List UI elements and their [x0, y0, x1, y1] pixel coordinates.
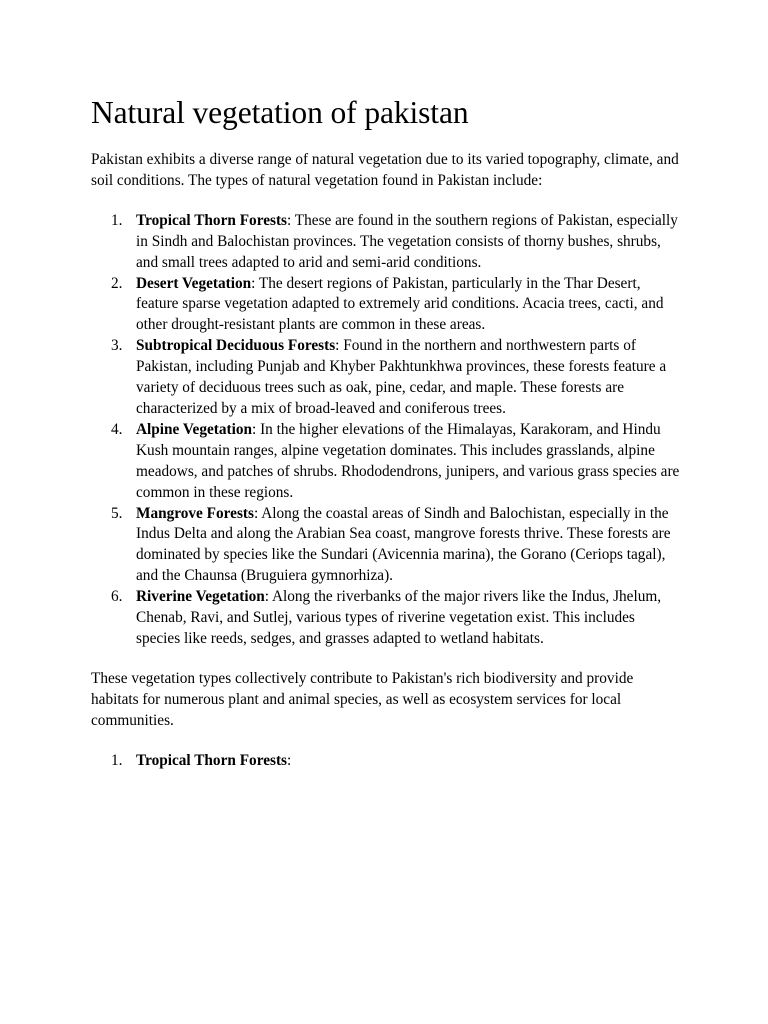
list-item-text: : [287, 751, 292, 769]
list-number: 1. [111, 211, 123, 229]
document-page [91, 94, 681, 771]
list-item-term: Tropical Thorn Forests [136, 751, 287, 769]
list-item [91, 587, 681, 650]
list-number: 4. [111, 420, 123, 438]
list-number: 1. [111, 751, 123, 769]
list-item [91, 751, 681, 772]
list-number: 3. [111, 337, 123, 355]
vegetation-types-list [91, 211, 681, 650]
list-item-term: Desert Vegetation [136, 274, 252, 292]
list-item-term: Mangrove Forests [136, 504, 254, 522]
list-item-term: Alpine Vegetation [136, 420, 253, 438]
list-item-term: Subtropical Deciduous Forests [136, 337, 336, 355]
list-item-text: : Along the riverbanks of the major rivers like the Indus, Jhelum, Chenab, Ravi, and Sutlej, various types of riverine vegetation exist. This includes species like reeds, sedges, and grasses adapted to wetland habitats. [136, 588, 662, 647]
list-item [91, 420, 681, 504]
document-title: Natural vegetation of pakistan [91, 95, 469, 130]
closing-paragraph: These vegetation types collectively contribute to Pakistan's rich biodiversity and provide habitats for numerous plant and animal species, as well as ecosystem services for local communities. [91, 669, 634, 729]
list-item-term: Tropical Thorn Forests [136, 211, 287, 229]
list-item-text: : Found in the northern and northwestern parts of Pakistan, including Punjab and Khyber Pakhtunkhwa provinces, these forests feature a variety of deciduous trees such as oak, pine, cedar, and maple. These forests are characterized by a mix of broad-leaved and coniferous trees. [136, 337, 667, 417]
list-number: 5. [111, 504, 123, 522]
intro-paragraph: Pakistan exhibits a diverse range of natural vegetation due to its varied topography, climate, and soil conditions. The types of natural vegetation found in Pakistan include: [91, 151, 679, 189]
list-item-text: : In the higher elevations of the Himalayas, Karakoram, and Hindu Kush mountain ranges, alpine vegetation dominates. This includes grasslands, alpine meadows, and patches of shrubs. Rhododendrons, junipers, and various grass species are common in these regions. [136, 420, 680, 501]
list-item-term: Riverine Vegetation [136, 588, 265, 606]
list-item [91, 504, 681, 588]
detail-list [91, 751, 681, 772]
list-item [91, 211, 681, 274]
list-number: 6. [111, 588, 123, 606]
list-item-text: : The desert regions of Pakistan, particularly in the Thar Desert, feature sparse vegetation adapted to extremely arid conditions. Acacia trees, cacti, and other drought-resistant plants are common in these areas. [136, 274, 664, 334]
list-item [91, 274, 681, 337]
list-number: 2. [111, 274, 123, 292]
list-item-text: : Along the coastal areas of Sindh and Balochistan, especially in the Indus Delta and along the Arabian Sea coast, mangrove forests thrive. These forests are dominated by species like the Sundari (Avicennia marina), the Gorano (Ceriops tagal), and the Chaunsa (Bruguiera gymnorhiza). [136, 504, 671, 585]
list-item-text: : These are found in the southern regions of Pakistan, especially in Sindh and Balochistan provinces. The vegetation consists of thorny bushes, shrubs, and small trees adapted to arid and semi-arid conditions. [136, 211, 678, 271]
list-item [91, 336, 681, 420]
